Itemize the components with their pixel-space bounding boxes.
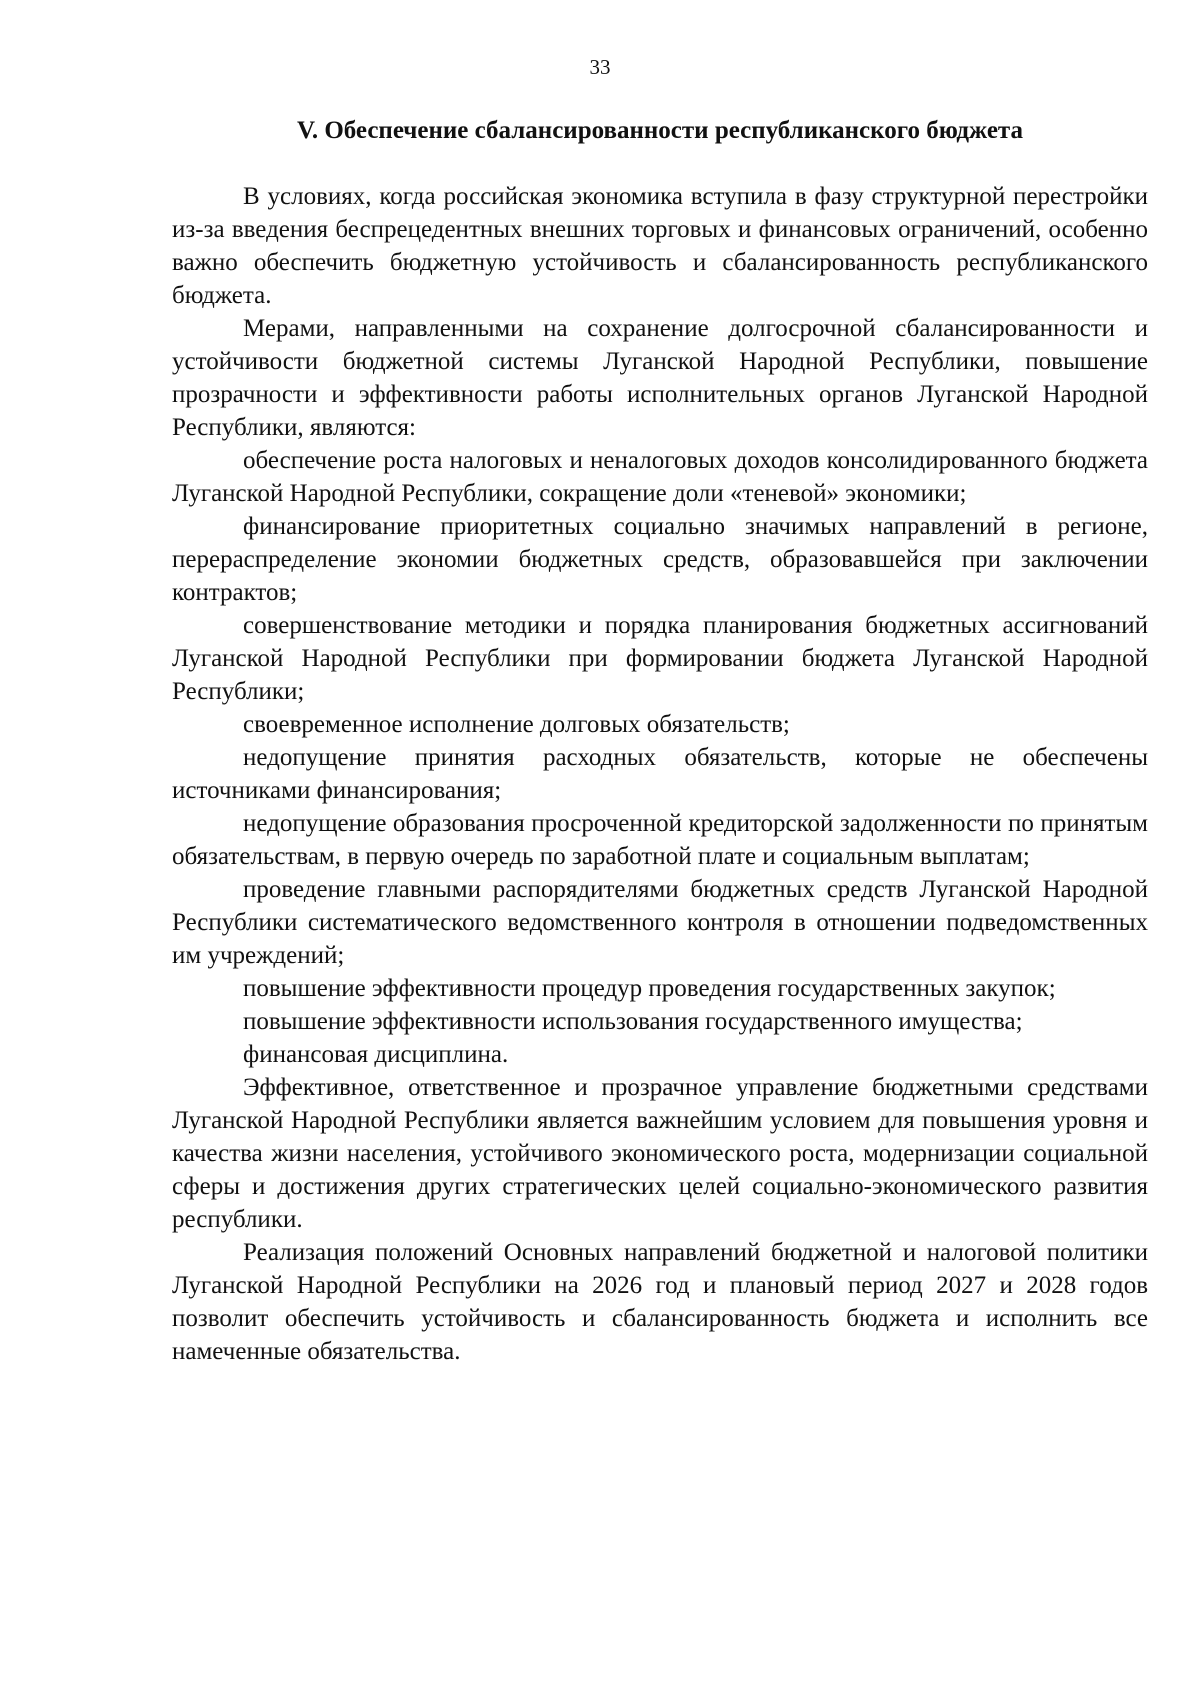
section-title: V. Обеспечение сбалансированности республиканского бюджета <box>296 117 1023 144</box>
list-item: финансовая дисциплина. <box>243 1041 509 1068</box>
list-item: недопущение образования просроченной кредиторской задолженности по принятым обязательствам, в первую очередь по заработной плате и социальным выплатам; <box>172 810 1148 870</box>
paragraph: Реализация положений Основных направлений бюджетной и налоговой политики Луганской Народной Республики на 2026 год и плановый период 2027 и 2028 годов позволит обеспечить устойчивость и сбалансированность бюджета и исполнить все намеченные обязательства. <box>172 1239 1148 1365</box>
document-body <box>172 180 1148 1368</box>
paragraph: В условиях, когда российская экономика вступила в фазу структурной перестройки из-за введения беспрецедентных внешних торговых и финансовых ограничений, особенно важно обеспечить бюджетную устойчивость и сбалансированность республиканского бюджета. <box>172 183 1148 309</box>
list-item: проведение главными распорядителями бюджетных средств Луганской Народной Республики систематического ведомственного контроля в отношении подведомственных им учреждений; <box>172 876 1148 969</box>
paragraph: Мерами, направленными на сохранение долгосрочной сбалансированности и устойчивости бюджетной системы Луганской Народной Республики, повышение прозрачности и эффективности работы исполнительных органов Луганской Народной Республики, являются: <box>172 315 1148 441</box>
paragraph: Эффективное, ответственное и прозрачное управление бюджетными средствами Луганской Народной Республики является важнейшим условием для повышения уровня и качества жизни населения, устойчивого экономического роста, модернизации социальной сферы и достижения других стратегических целей социально-экономического развития республики. <box>172 1074 1148 1233</box>
list-item: своевременное исполнение долговых обязательств; <box>243 711 790 738</box>
list-item: финансирование приоритетных социально значимых направлений в регионе, перераспределение экономии бюджетных средств, образовавшейся при заключении контрактов; <box>172 513 1148 606</box>
list-item: повышение эффективности процедур проведения государственных закупок; <box>243 975 1056 1002</box>
list-item: обеспечение роста налоговых и неналоговых доходов консолидированного бюджета Луганской Народной Республики, сокращение доли «теневой» экономики; <box>172 447 1148 507</box>
page-number: 33 <box>589 55 611 79</box>
list-item: недопущение принятия расходных обязательств, которые не обеспечены источниками финансирования; <box>172 744 1148 804</box>
list-item: повышение эффективности использования государственного имущества; <box>243 1008 1023 1035</box>
list-item: совершенствование методики и порядка планирования бюджетных ассигнований Луганской Народной Республики при формировании бюджета Луганской Народной Республики; <box>172 612 1148 705</box>
